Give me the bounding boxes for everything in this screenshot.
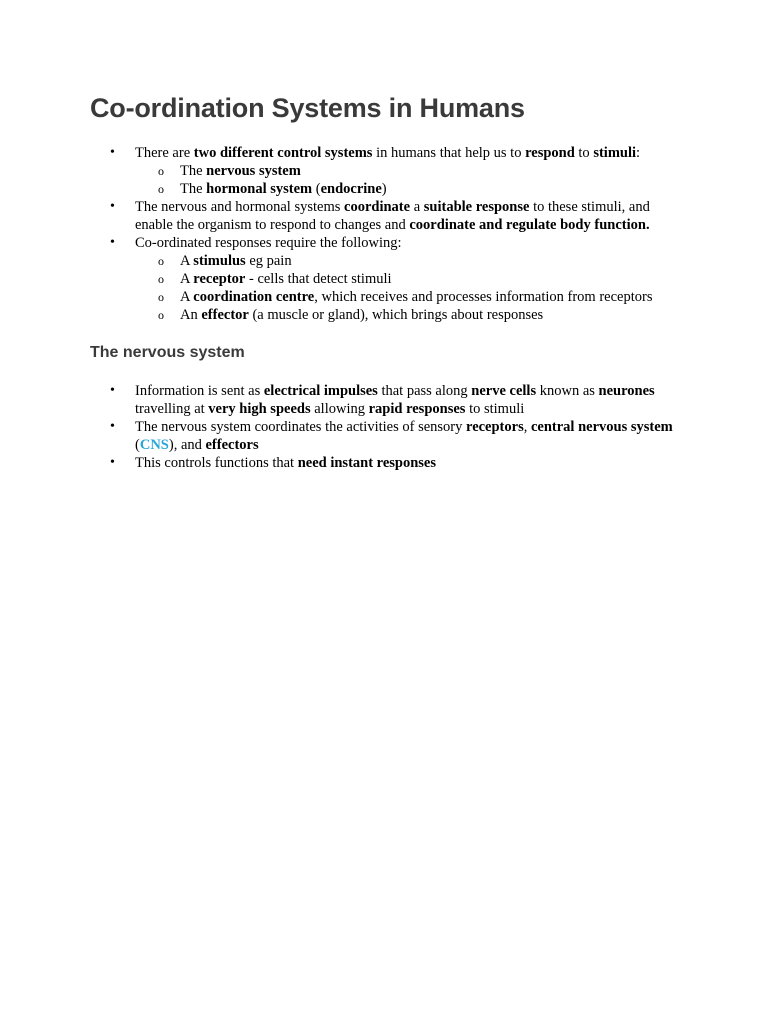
list-item: • Information is sent as electrical impulses that pass along nerve cells known as neurones travelling at very high speeds allowing rapid responses to stimuli: [110, 383, 655, 417]
list-item: o The hormonal system (endocrine): [158, 181, 387, 197]
cns-link[interactable]: CNS: [139, 437, 169, 453]
list-item: o A stimulus eg pain: [158, 253, 292, 269]
circle-bullet-icon: o: [158, 182, 164, 196]
list-item: • There are two different control systems in humans that help us to respond to stimuli: o The nervous system o The hormonal system (endocrine): [90, 144, 690, 198]
list-item: o The nervous system: [158, 163, 301, 179]
list-item: • The nervous and hormonal systems coordinate a suitable response to these stimuli, and enable the organism to respond to changes and coordinate and regulate body function.: [110, 199, 650, 233]
list-item: • This controls functions that need instant responses: [110, 455, 437, 471]
list-item: o A receptor - cells that detect stimuli: [158, 271, 392, 287]
circle-bullet-icon: o: [158, 290, 164, 304]
requirements-sublist: [135, 252, 690, 324]
circle-bullet-icon: o: [158, 272, 164, 286]
bullet-icon: •: [110, 145, 115, 160]
bullet-icon: •: [110, 419, 115, 434]
list-item: o An effector (a muscle or gland), which brings about responses: [158, 307, 544, 323]
control-systems-sublist: [135, 162, 690, 198]
list-item: • Co-ordinated responses require the following: o A stimulus eg pain o A receptor - cells that detect stimuli o A coordination centre, which receives and processes information from receptors o An effector (a muscle or gland), which brings about responses: [90, 234, 690, 324]
list-item: o A coordination centre, which receives and processes information from receptors: [158, 289, 653, 305]
page-title: Co-ordination Systems in Humans: [90, 93, 525, 123]
control-systems-list: [90, 144, 690, 324]
circle-bullet-icon: o: [158, 308, 164, 322]
section-heading-nervous-system: The nervous system: [90, 344, 245, 361]
bullet-icon: •: [110, 455, 115, 470]
nervous-system-list: [90, 382, 690, 472]
circle-bullet-icon: o: [158, 254, 164, 268]
list-item: • The nervous system coordinates the activities of sensory receptors, central nervous system (CNS), and effectors: [110, 419, 673, 453]
bullet-icon: •: [110, 383, 115, 398]
bullet-icon: •: [110, 199, 115, 214]
circle-bullet-icon: o: [158, 164, 164, 178]
bullet-icon: •: [110, 235, 115, 250]
